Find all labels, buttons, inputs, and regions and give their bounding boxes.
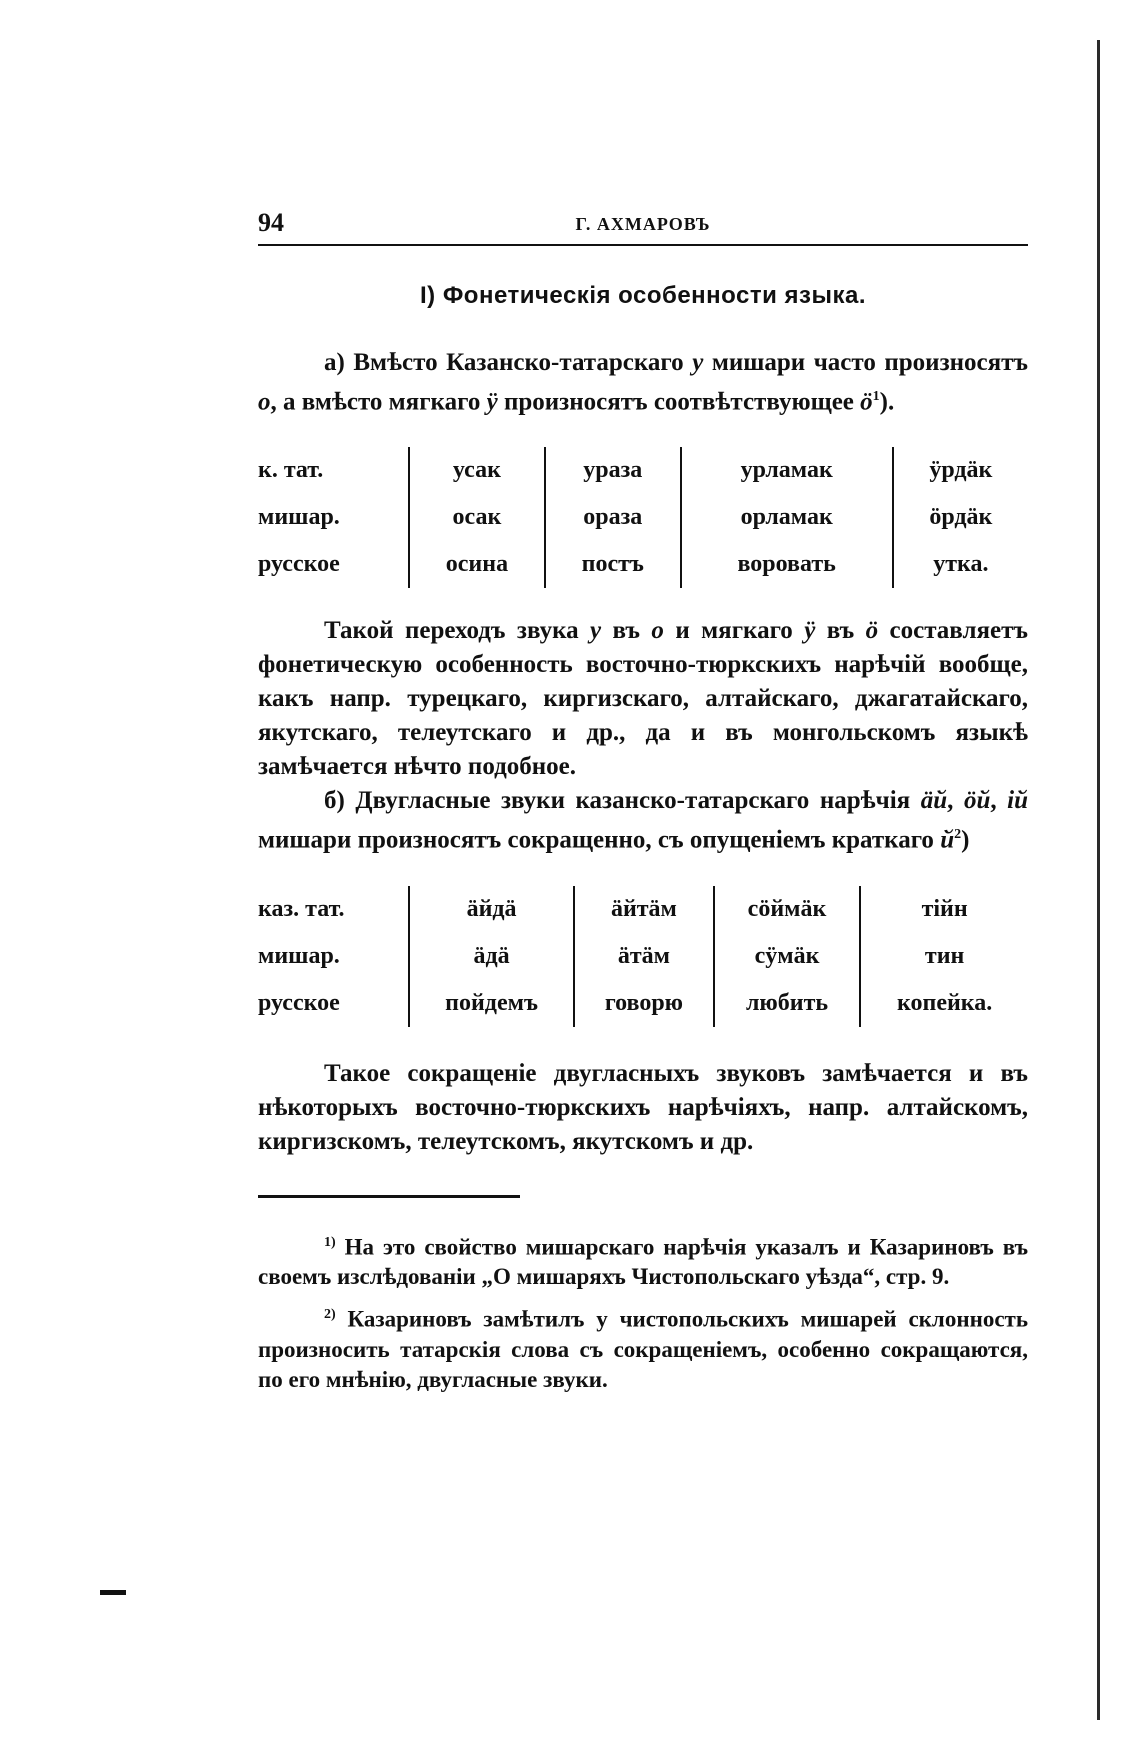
table-cell: ӓйтӓм bbox=[574, 886, 714, 933]
italic-letter: о bbox=[258, 388, 271, 416]
text-run: ) bbox=[961, 826, 970, 854]
table-cell: сӱмӓк bbox=[714, 933, 861, 980]
text-run: , а вмѣсто мягкаго bbox=[270, 388, 487, 416]
text-run: ). bbox=[879, 388, 895, 416]
text-run: б) Двугласные звуки казанско-татарскаго нарѣчія bbox=[324, 787, 921, 815]
italic-letter: ӱ bbox=[486, 388, 498, 416]
vowel-table bbox=[258, 447, 1028, 588]
table-cell: тин bbox=[860, 933, 1028, 980]
footnote-mark: 1) bbox=[324, 1234, 336, 1250]
table-row bbox=[258, 980, 1028, 1027]
table-cell: сӧймӓк bbox=[714, 886, 861, 933]
table-cell: любить bbox=[714, 980, 861, 1027]
table-row bbox=[258, 541, 1028, 588]
diphthong-table bbox=[258, 886, 1028, 1027]
italic-diphthong: ӓй bbox=[920, 787, 948, 815]
table-cell: постъ bbox=[545, 541, 681, 588]
paragraph-transition bbox=[258, 614, 1028, 784]
italic-letter: у bbox=[590, 617, 602, 645]
footnote-text: На это свойство мишарскаго нарѣчія указалъ и Казариновъ въ своемъ изслѣдованіи „О мишаряхъ Чистопольскаго уѣзда“, стр. 9. bbox=[258, 1234, 1028, 1290]
text-run: и мягкаго bbox=[663, 617, 805, 645]
table-cell: урламак bbox=[681, 447, 893, 494]
table-cell: осак bbox=[409, 494, 545, 541]
table-cell: усак bbox=[409, 447, 545, 494]
table-cell: утка. bbox=[893, 541, 1028, 588]
footnote-2 bbox=[258, 1300, 1028, 1395]
text-run: произносятъ соотвѣтствующее bbox=[497, 388, 861, 416]
table-row bbox=[258, 886, 1028, 933]
table-cell: ӓтӓм bbox=[574, 933, 714, 980]
table-row bbox=[258, 494, 1028, 541]
table-cell: ӱрдӓк bbox=[893, 447, 1028, 494]
table-cell: осина bbox=[409, 541, 545, 588]
table-cell: ӧрдӓк bbox=[893, 494, 1028, 541]
footnote-rule bbox=[258, 1195, 520, 1198]
text-run: Такой переходъ звука bbox=[324, 617, 591, 645]
footnote-ref: 2 bbox=[954, 827, 962, 843]
paragraph-reduction: Такое сокращеніе двугласныхъ звуковъ замѣчается и въ нѣкоторыхъ восточно-тюркскихъ нарѣчіяхъ, напр. алтайскомъ, киргизскомъ, телеутскомъ, якутскомъ и др. bbox=[258, 1059, 1028, 1155]
text-run: мишари произносятъ сокращенно, съ опущеніемъ краткаго bbox=[258, 826, 941, 854]
table-cell: русское bbox=[258, 551, 340, 578]
table-cell: воровать bbox=[681, 541, 893, 588]
table-cell: мишар. bbox=[258, 942, 340, 969]
text-run: въ bbox=[815, 617, 866, 645]
table-cell: к. тат. bbox=[258, 457, 324, 484]
italic-letter: ӧ bbox=[865, 617, 879, 645]
text-run: , bbox=[947, 787, 964, 815]
paragraph-b bbox=[258, 784, 1028, 857]
italic-diphthong: ій bbox=[1007, 787, 1029, 815]
table-cell: ораза bbox=[545, 494, 681, 541]
text-run: составляетъ фонетическую особенность восточно-тюркскихъ нарѣчій вообще, какъ напр. турецкаго, киргизскаго, алтайскаго, джагатайскаго, якутскаго, телеутскаго и др., да и въ монгольскомъ языкѣ замѣчается нѣчто подобное. bbox=[258, 617, 1028, 781]
table-cell: ураза bbox=[545, 447, 681, 494]
table-cell: мишар. bbox=[258, 504, 340, 531]
scan-page-edge bbox=[1097, 40, 1100, 1720]
table-cell: русское bbox=[258, 989, 340, 1016]
text-run: , bbox=[990, 787, 1008, 815]
table-cell: орламак bbox=[681, 494, 893, 541]
table-cell: тійн bbox=[860, 886, 1028, 933]
footnote-1 bbox=[258, 1228, 1028, 1293]
table-cell: копейка. bbox=[860, 980, 1028, 1027]
table-cell: ӓдӓ bbox=[409, 933, 574, 980]
page bbox=[258, 208, 1028, 1395]
text-run: въ bbox=[601, 617, 652, 645]
text-run: мишари часто произносятъ bbox=[703, 349, 1029, 376]
footnote-mark: 2) bbox=[324, 1307, 336, 1323]
italic-letter: ӱ bbox=[804, 617, 816, 645]
italic-letter: ӧ bbox=[860, 388, 873, 416]
footnote-text: Казариновъ замѣтилъ у чистопольскихъ мишарей склонность произносить татарскія слова съ сокращеніемъ, особенно сокращаются, по его мнѣнію, двугласные звуки. bbox=[258, 1306, 1028, 1392]
margin-mark bbox=[100, 1590, 126, 1595]
italic-letter: о bbox=[651, 617, 664, 645]
italic-diphthong: ӧй bbox=[963, 787, 991, 815]
italic-letter: й bbox=[940, 826, 955, 854]
page-number: 94 bbox=[258, 208, 284, 237]
paragraph-a bbox=[258, 346, 1028, 419]
italic-letter: у bbox=[692, 349, 704, 376]
table-cell: говорю bbox=[574, 980, 714, 1027]
table-row bbox=[258, 933, 1028, 980]
table-row bbox=[258, 447, 1028, 494]
table-cell: ӓйдӓ bbox=[409, 886, 574, 933]
running-head bbox=[258, 208, 1028, 246]
text-run: а) Вмѣсто Казанско-татарскаго bbox=[324, 349, 693, 376]
footnote-ref: 1 bbox=[872, 389, 880, 404]
table-cell: пойдемъ bbox=[409, 980, 574, 1027]
section-title: I) Фонетическія особенности языка. bbox=[419, 282, 866, 309]
table-cell: каз. тат. bbox=[258, 895, 345, 922]
running-title: Г. АХМАРОВЪ bbox=[575, 214, 711, 234]
